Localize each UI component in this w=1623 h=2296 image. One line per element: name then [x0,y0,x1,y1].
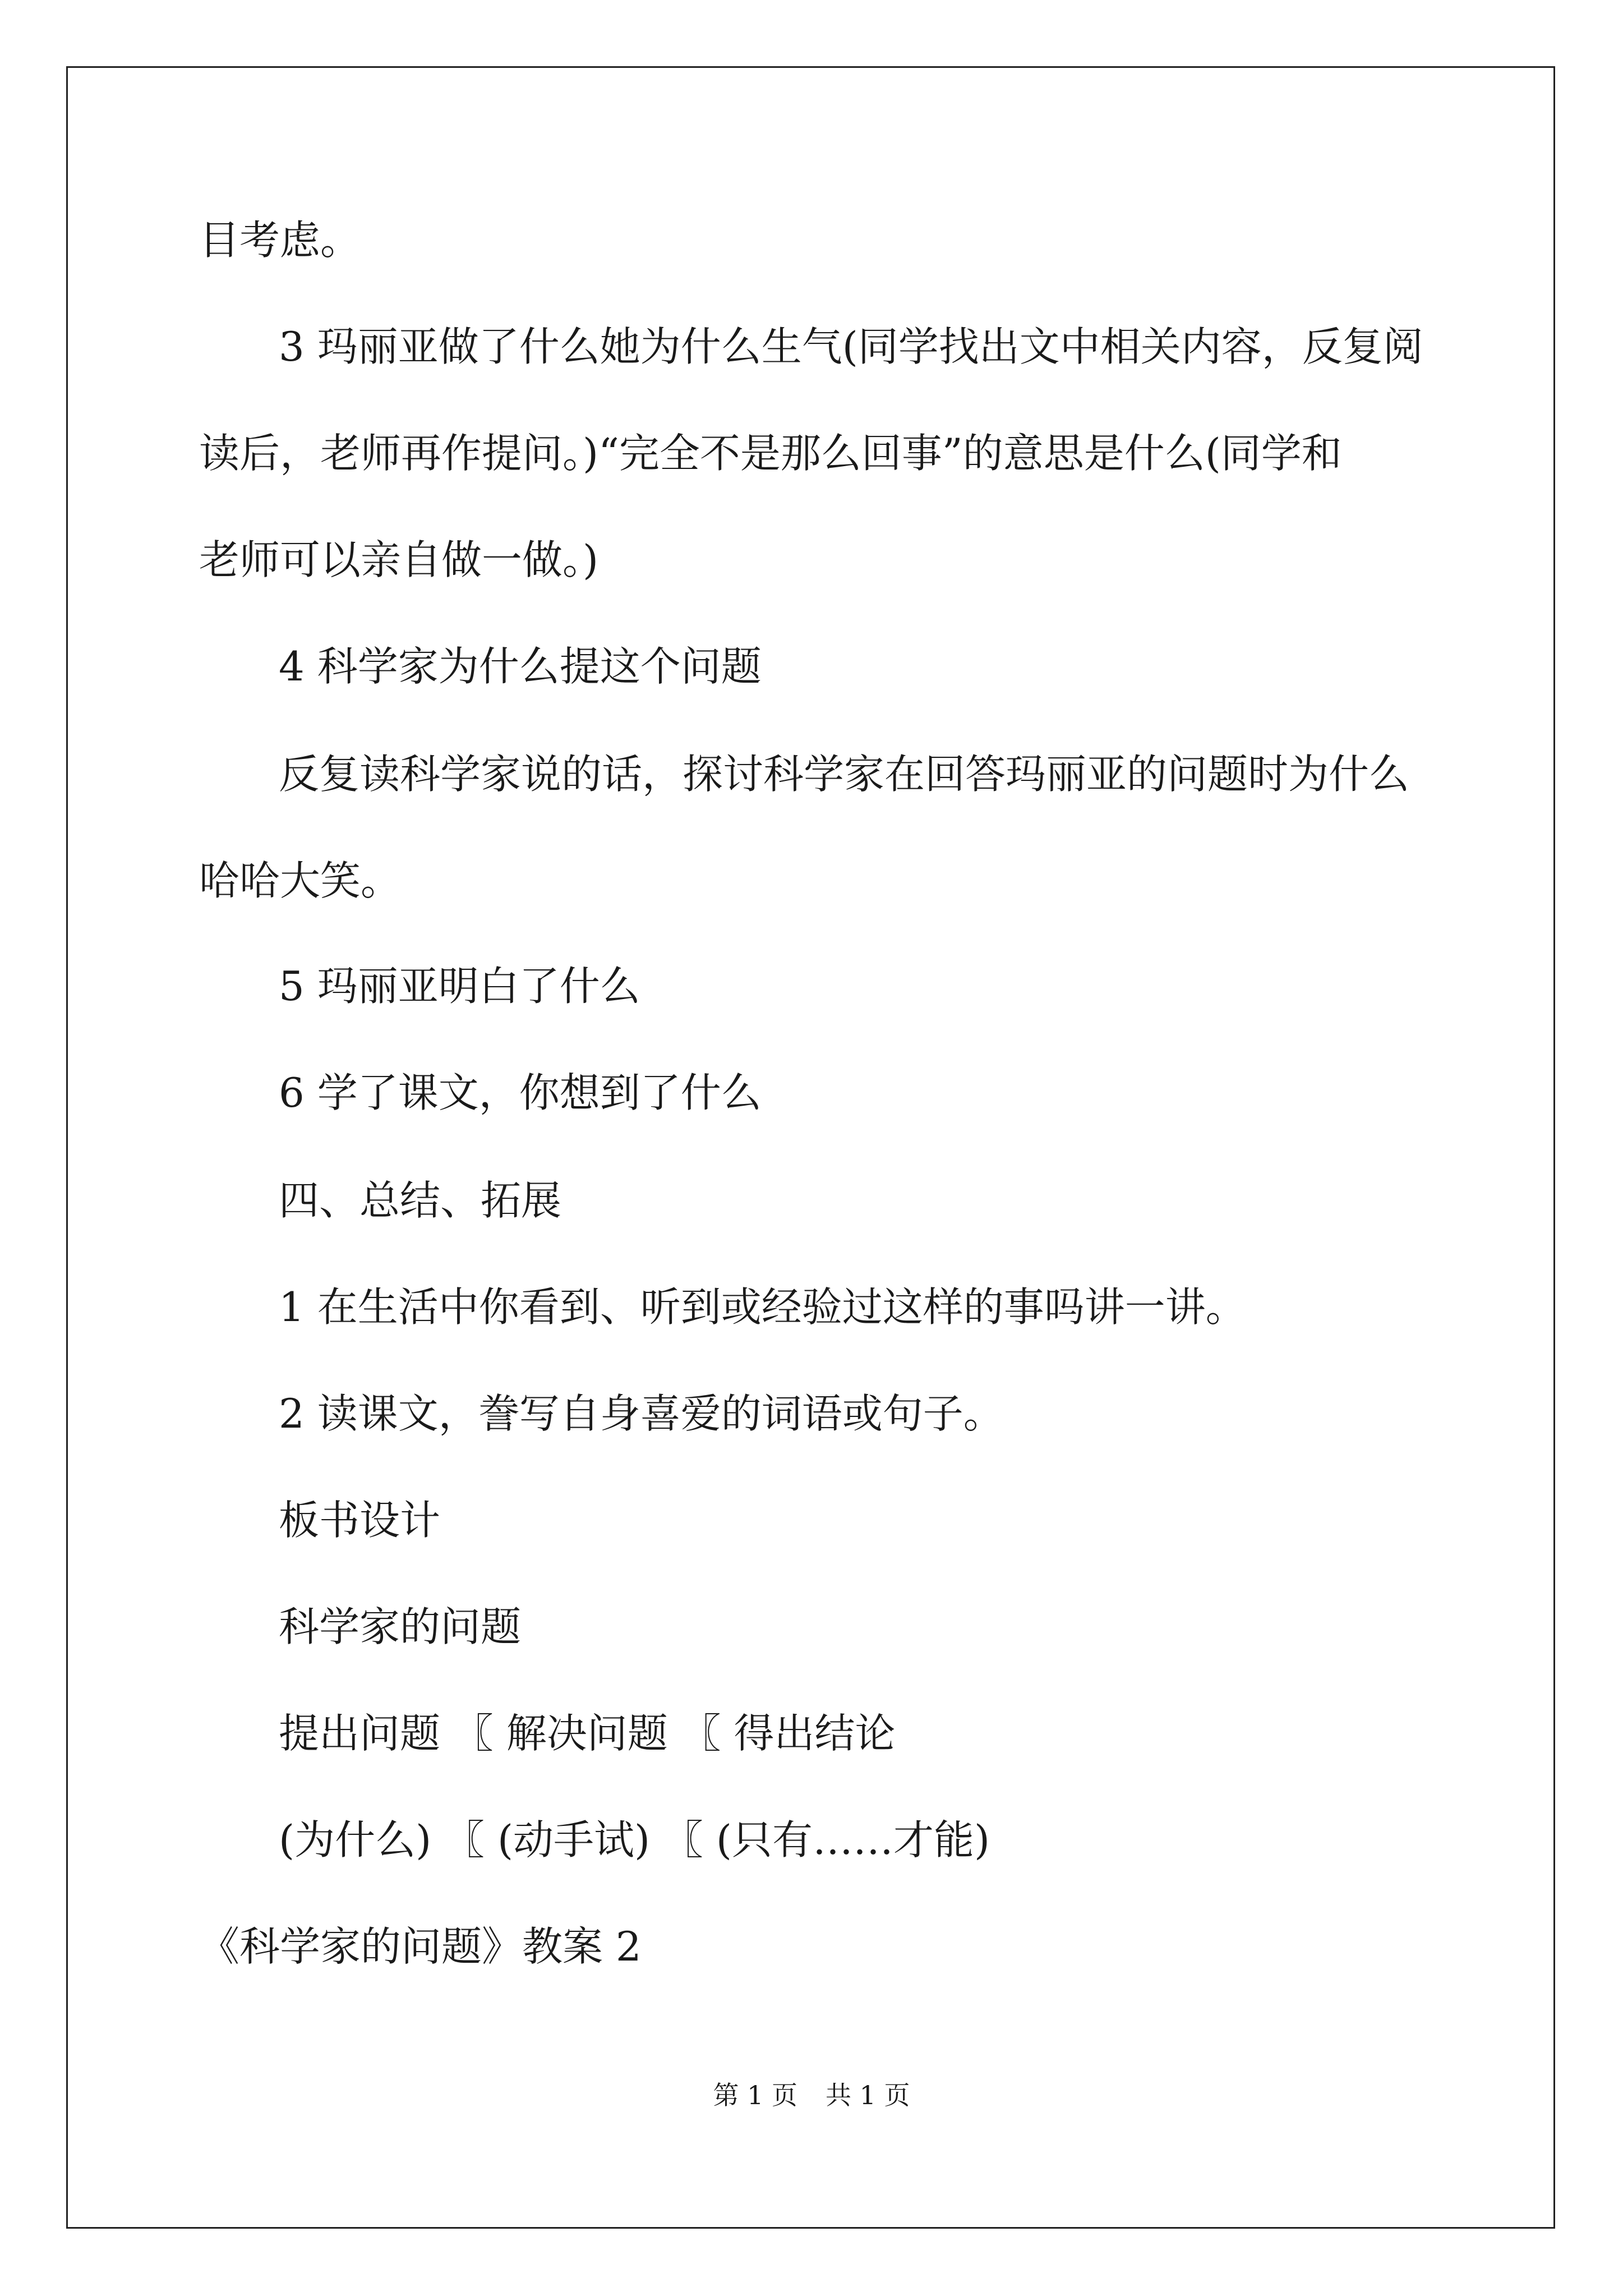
section-heading: 板书设计 [279,1497,441,1544]
text-line: 4 科学家为什么提这个问题 [279,643,762,690]
page-border [66,66,1555,2229]
page-number: 第 1 页 [713,2080,797,2110]
text-line: 老师可以亲自做一做。) [199,536,599,583]
text-line: 5 玛丽亚明白了什么 [279,963,640,1010]
page-total: 共 1 页 [826,2080,910,2110]
document-title: 《科学家的问题》教案 2 [199,1923,642,1970]
text-line: 6 学了课文，你想到了什么 [279,1069,762,1116]
text-line: 读后，老师再作提问。)“完全不是那么回事”的意思是什么(同学和 [199,430,1342,477]
text-line: 哈哈大笑。 [199,857,402,904]
text-line: 提出问题 〖 解决问题 〖 得出结论 [279,1710,896,1757]
text-line: 反复读科学家说的话，探讨科学家在回答玛丽亚的问题时为什么 [279,751,1410,798]
text-line: 科学家的问题 [279,1603,522,1650]
page-footer [0,2078,1623,2112]
text-line: 2 读课文，誊写自身喜爱的词语或句子。 [279,1390,1004,1437]
text-line: 3 玛丽亚做了什么她为什么生气(同学找出文中相关内容，反复阅 [279,323,1423,370]
text-line: 1 在生活中你看到、听到或经验过这样的事吗讲一讲。 [279,1283,1246,1331]
text-line: (为什么) 〖 (动手试) 〖 (只有……才能) [279,1816,990,1864]
section-heading: 四、总结、拓展 [279,1177,562,1224]
text-line: 目考虑。 [199,217,361,264]
